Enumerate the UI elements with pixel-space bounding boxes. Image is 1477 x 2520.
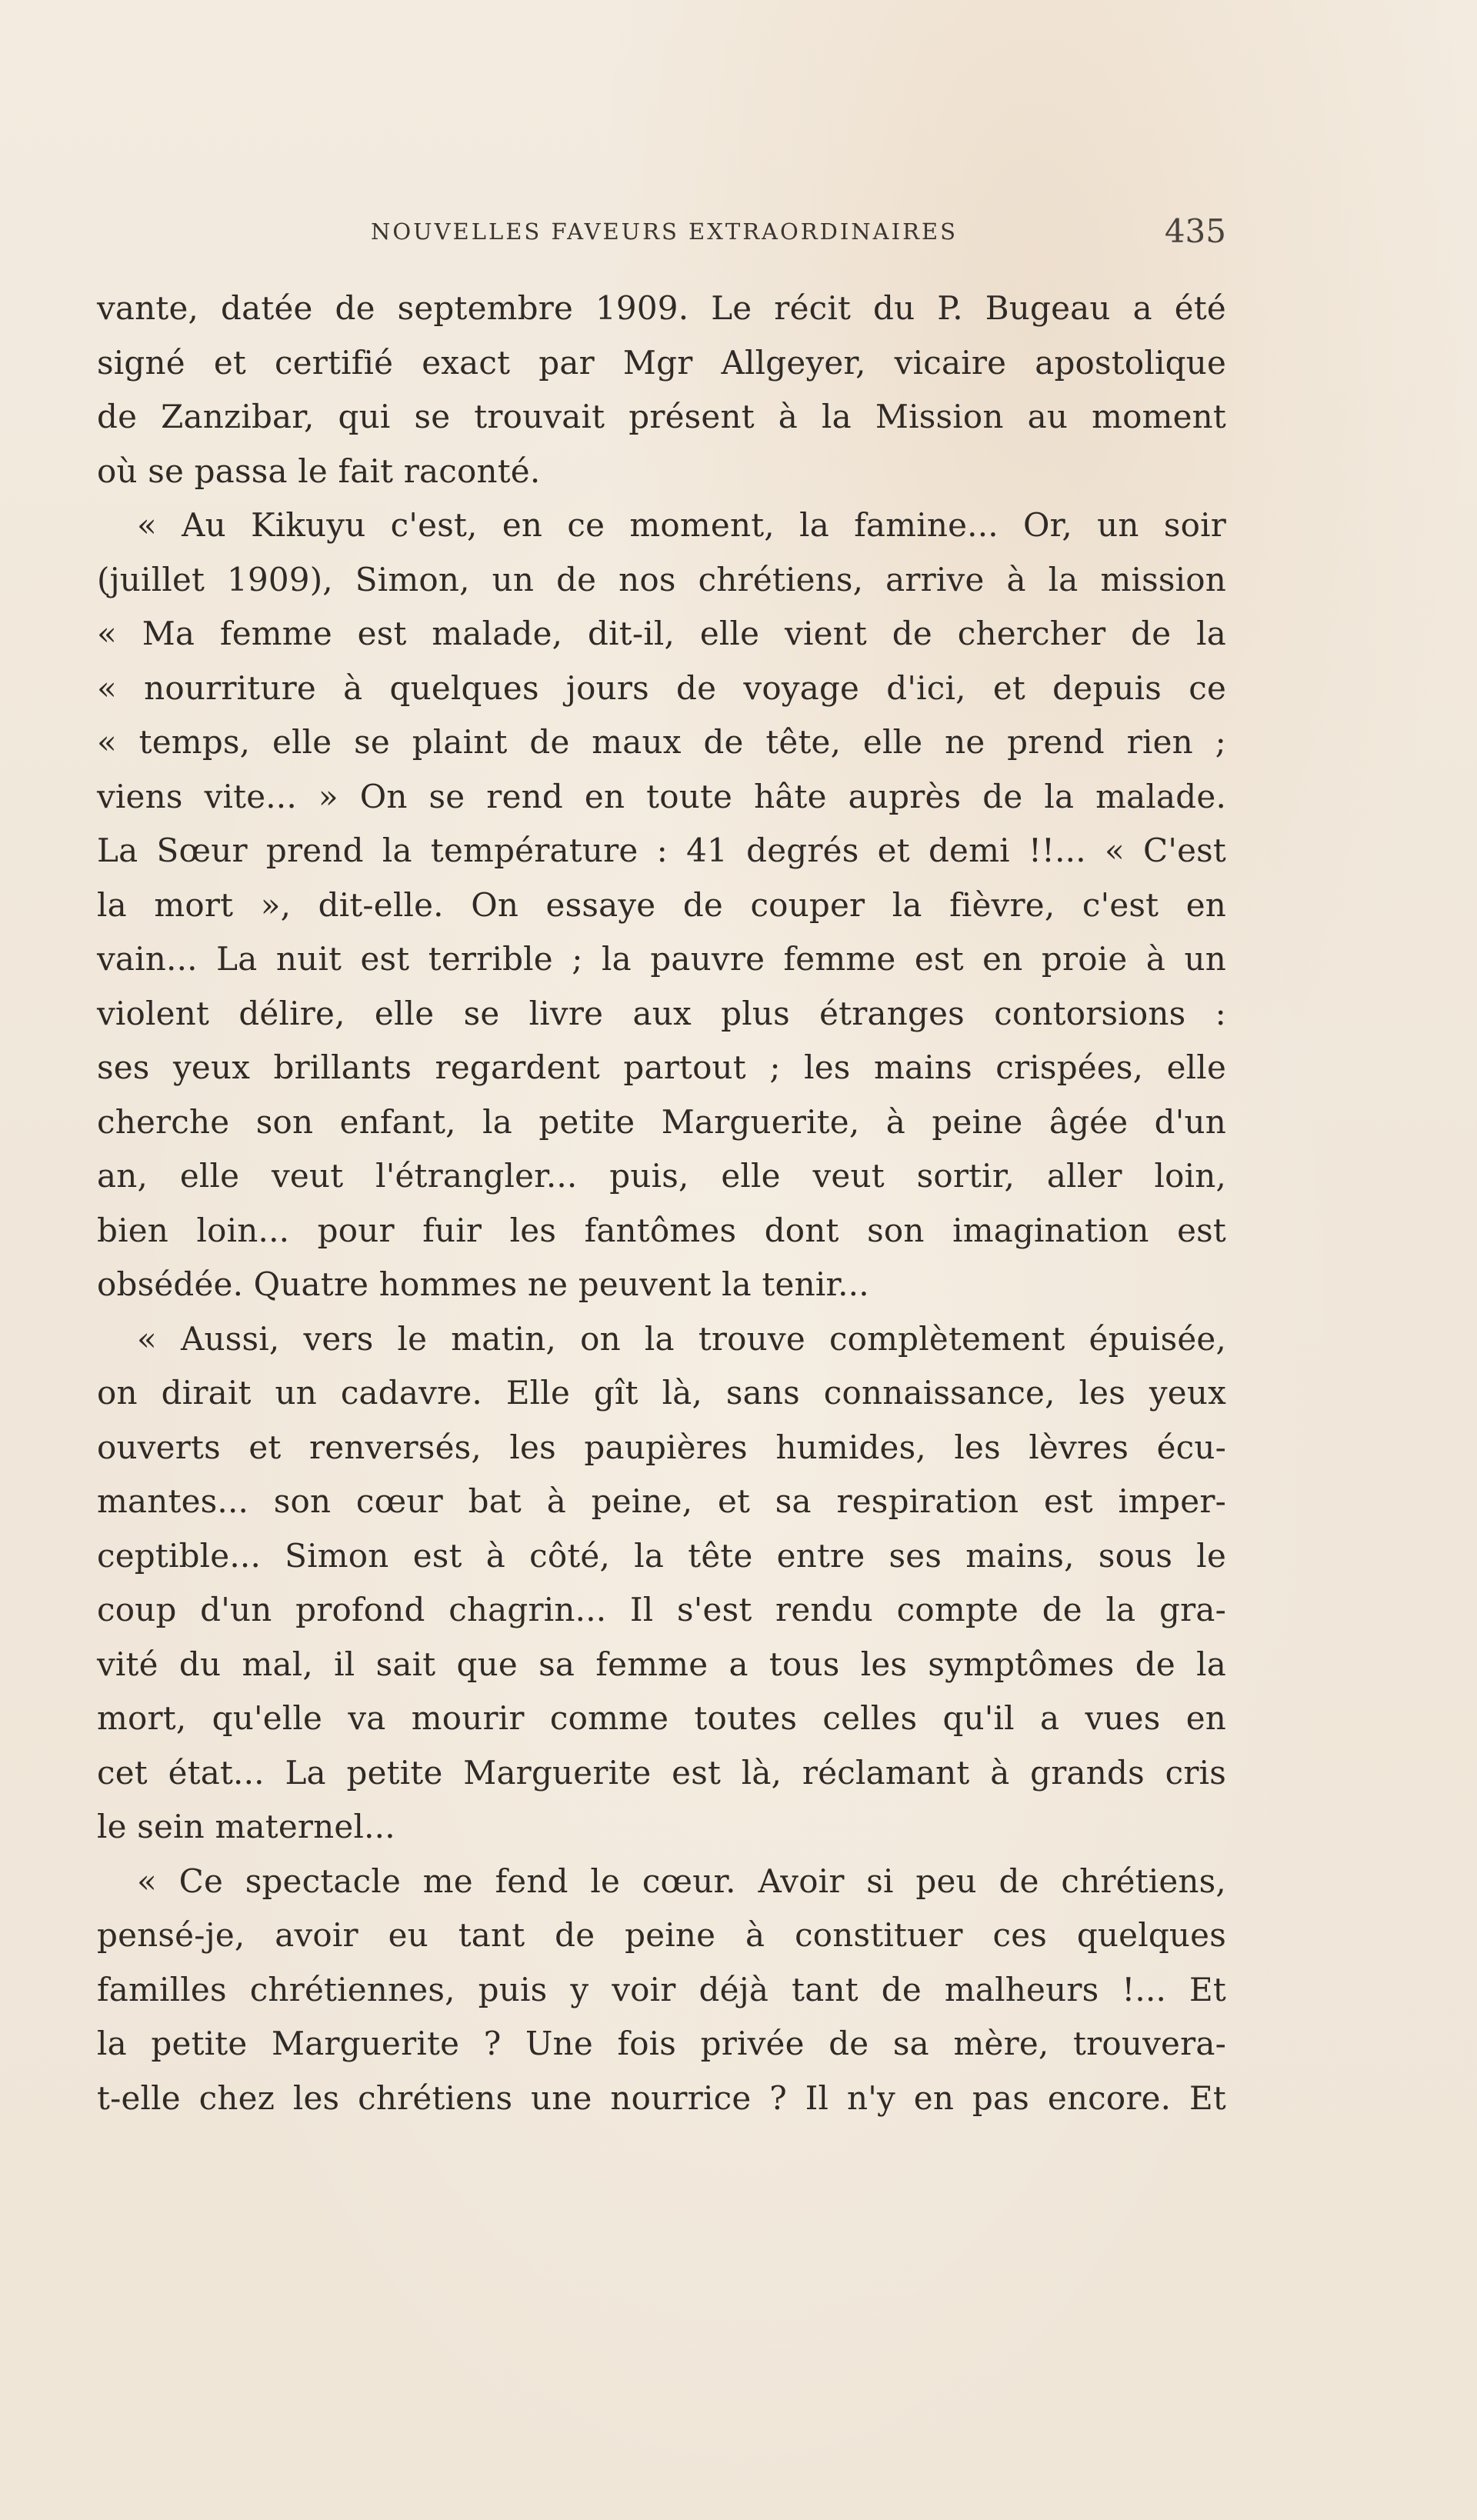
text-line: « nourriture à quelques jours de voyage d'ici, et depuis ce bbox=[97, 668, 1226, 707]
text-line: La Sœur prend la température : 41 degrés et demi !!... « C'est bbox=[97, 832, 1226, 869]
text-line: bien loin... pour fuir les fantômes dont son imagination est bbox=[97, 1211, 1226, 1249]
text-line: vante, datée de septembre 1909. Le récit du P. Bugeau a été bbox=[97, 289, 1226, 327]
text-line: violent délire, elle se livre aux plus étranges contorsions : bbox=[97, 994, 1226, 1032]
text-line: où se passa le fait raconté. bbox=[97, 452, 541, 490]
text-line: le sein maternel... bbox=[97, 1808, 395, 1845]
page-number: 435 bbox=[1164, 212, 1226, 250]
text-line: t-elle chez les chrétiens une nourrice ? Il n'y en pas encore. Et bbox=[97, 2078, 1226, 2117]
body-text bbox=[97, 282, 1226, 2125]
text-line: mantes... son cœur bat à peine, et sa respiration est imper- bbox=[97, 1482, 1226, 1520]
text-line: familles chrétiennes, puis y voir déjà tant de malheurs !... Et bbox=[97, 1970, 1226, 2008]
text-line: « Ce spectacle me fend le cœur. Avoir si peu de chrétiens, bbox=[137, 1862, 1226, 1900]
text-line: cherche son enfant, la petite Marguerite, à peine âgée d'un bbox=[97, 1102, 1226, 1141]
text-line: ceptible... Simon est à côté, la tête entre ses mains, sous le bbox=[97, 1536, 1226, 1575]
text-line: « temps, elle se plaint de maux de tête, elle ne prend rien ; bbox=[97, 723, 1226, 761]
text-line: signé et certifié exact par Mgr Allgeyer, vicaire apostolique bbox=[97, 343, 1226, 382]
text-line: coup d'un profond chagrin... Il s'est rendu compte de la gra- bbox=[97, 1591, 1226, 1628]
text-line: de Zanzibar, qui se trouvait présent à la Mission au moment bbox=[97, 398, 1226, 435]
text-line: « Au Kikuyu c'est, en ce moment, la famine... Or, un soir bbox=[137, 506, 1226, 544]
text-line: obsédée. Quatre hommes ne peuvent la tenir... bbox=[97, 1265, 869, 1303]
text-line: on dirait un cadavre. Elle gît là, sans connaissance, les yeux bbox=[97, 1374, 1226, 1412]
text-line: la petite Marguerite ? Une fois privée de sa mère, trouvera- bbox=[97, 2025, 1226, 2062]
text-line: ses yeux brillants regardent partout ; les mains crispées, elle bbox=[97, 1048, 1226, 1086]
text-line: vain... La nuit est terrible ; la pauvre femme est en proie à un bbox=[97, 940, 1226, 978]
text-line: (juillet 1909), Simon, un de nos chrétiens, arrive à la mission bbox=[97, 560, 1226, 598]
text-line: « Ma femme est malade, dit-il, elle vient de chercher de la bbox=[97, 615, 1226, 652]
text-line: mort, qu'elle va mourir comme toutes celles qu'il a vues en bbox=[97, 1699, 1226, 1737]
page-header bbox=[97, 212, 1226, 258]
text-line: cet état... La petite Marguerite est là, réclamant à grands cris bbox=[97, 1753, 1226, 1792]
text-line: pensé-je, avoir eu tant de peine à constituer ces quelques bbox=[97, 1916, 1226, 1954]
text-line: la mort », dit-elle. On essaye de couper la fièvre, c'est en bbox=[97, 885, 1226, 924]
text-line: an, elle veut l'étrangler... puis, elle veut sortir, aller loin, bbox=[97, 1157, 1226, 1195]
text-line: viens vite... » On se rend en toute hâte auprès de la malade. bbox=[97, 777, 1226, 815]
text-line: « Aussi, vers le matin, on la trouve complètement épuisée, bbox=[137, 1319, 1226, 1358]
running-title: NOUVELLES FAVEURS EXTRAORDINAIRES bbox=[371, 218, 958, 245]
text-line: vité du mal, il sait que sa femme a tous les symptômes de la bbox=[97, 1645, 1226, 1683]
text-line: ouverts et renversés, les paupières humides, les lèvres écu- bbox=[97, 1428, 1226, 1466]
